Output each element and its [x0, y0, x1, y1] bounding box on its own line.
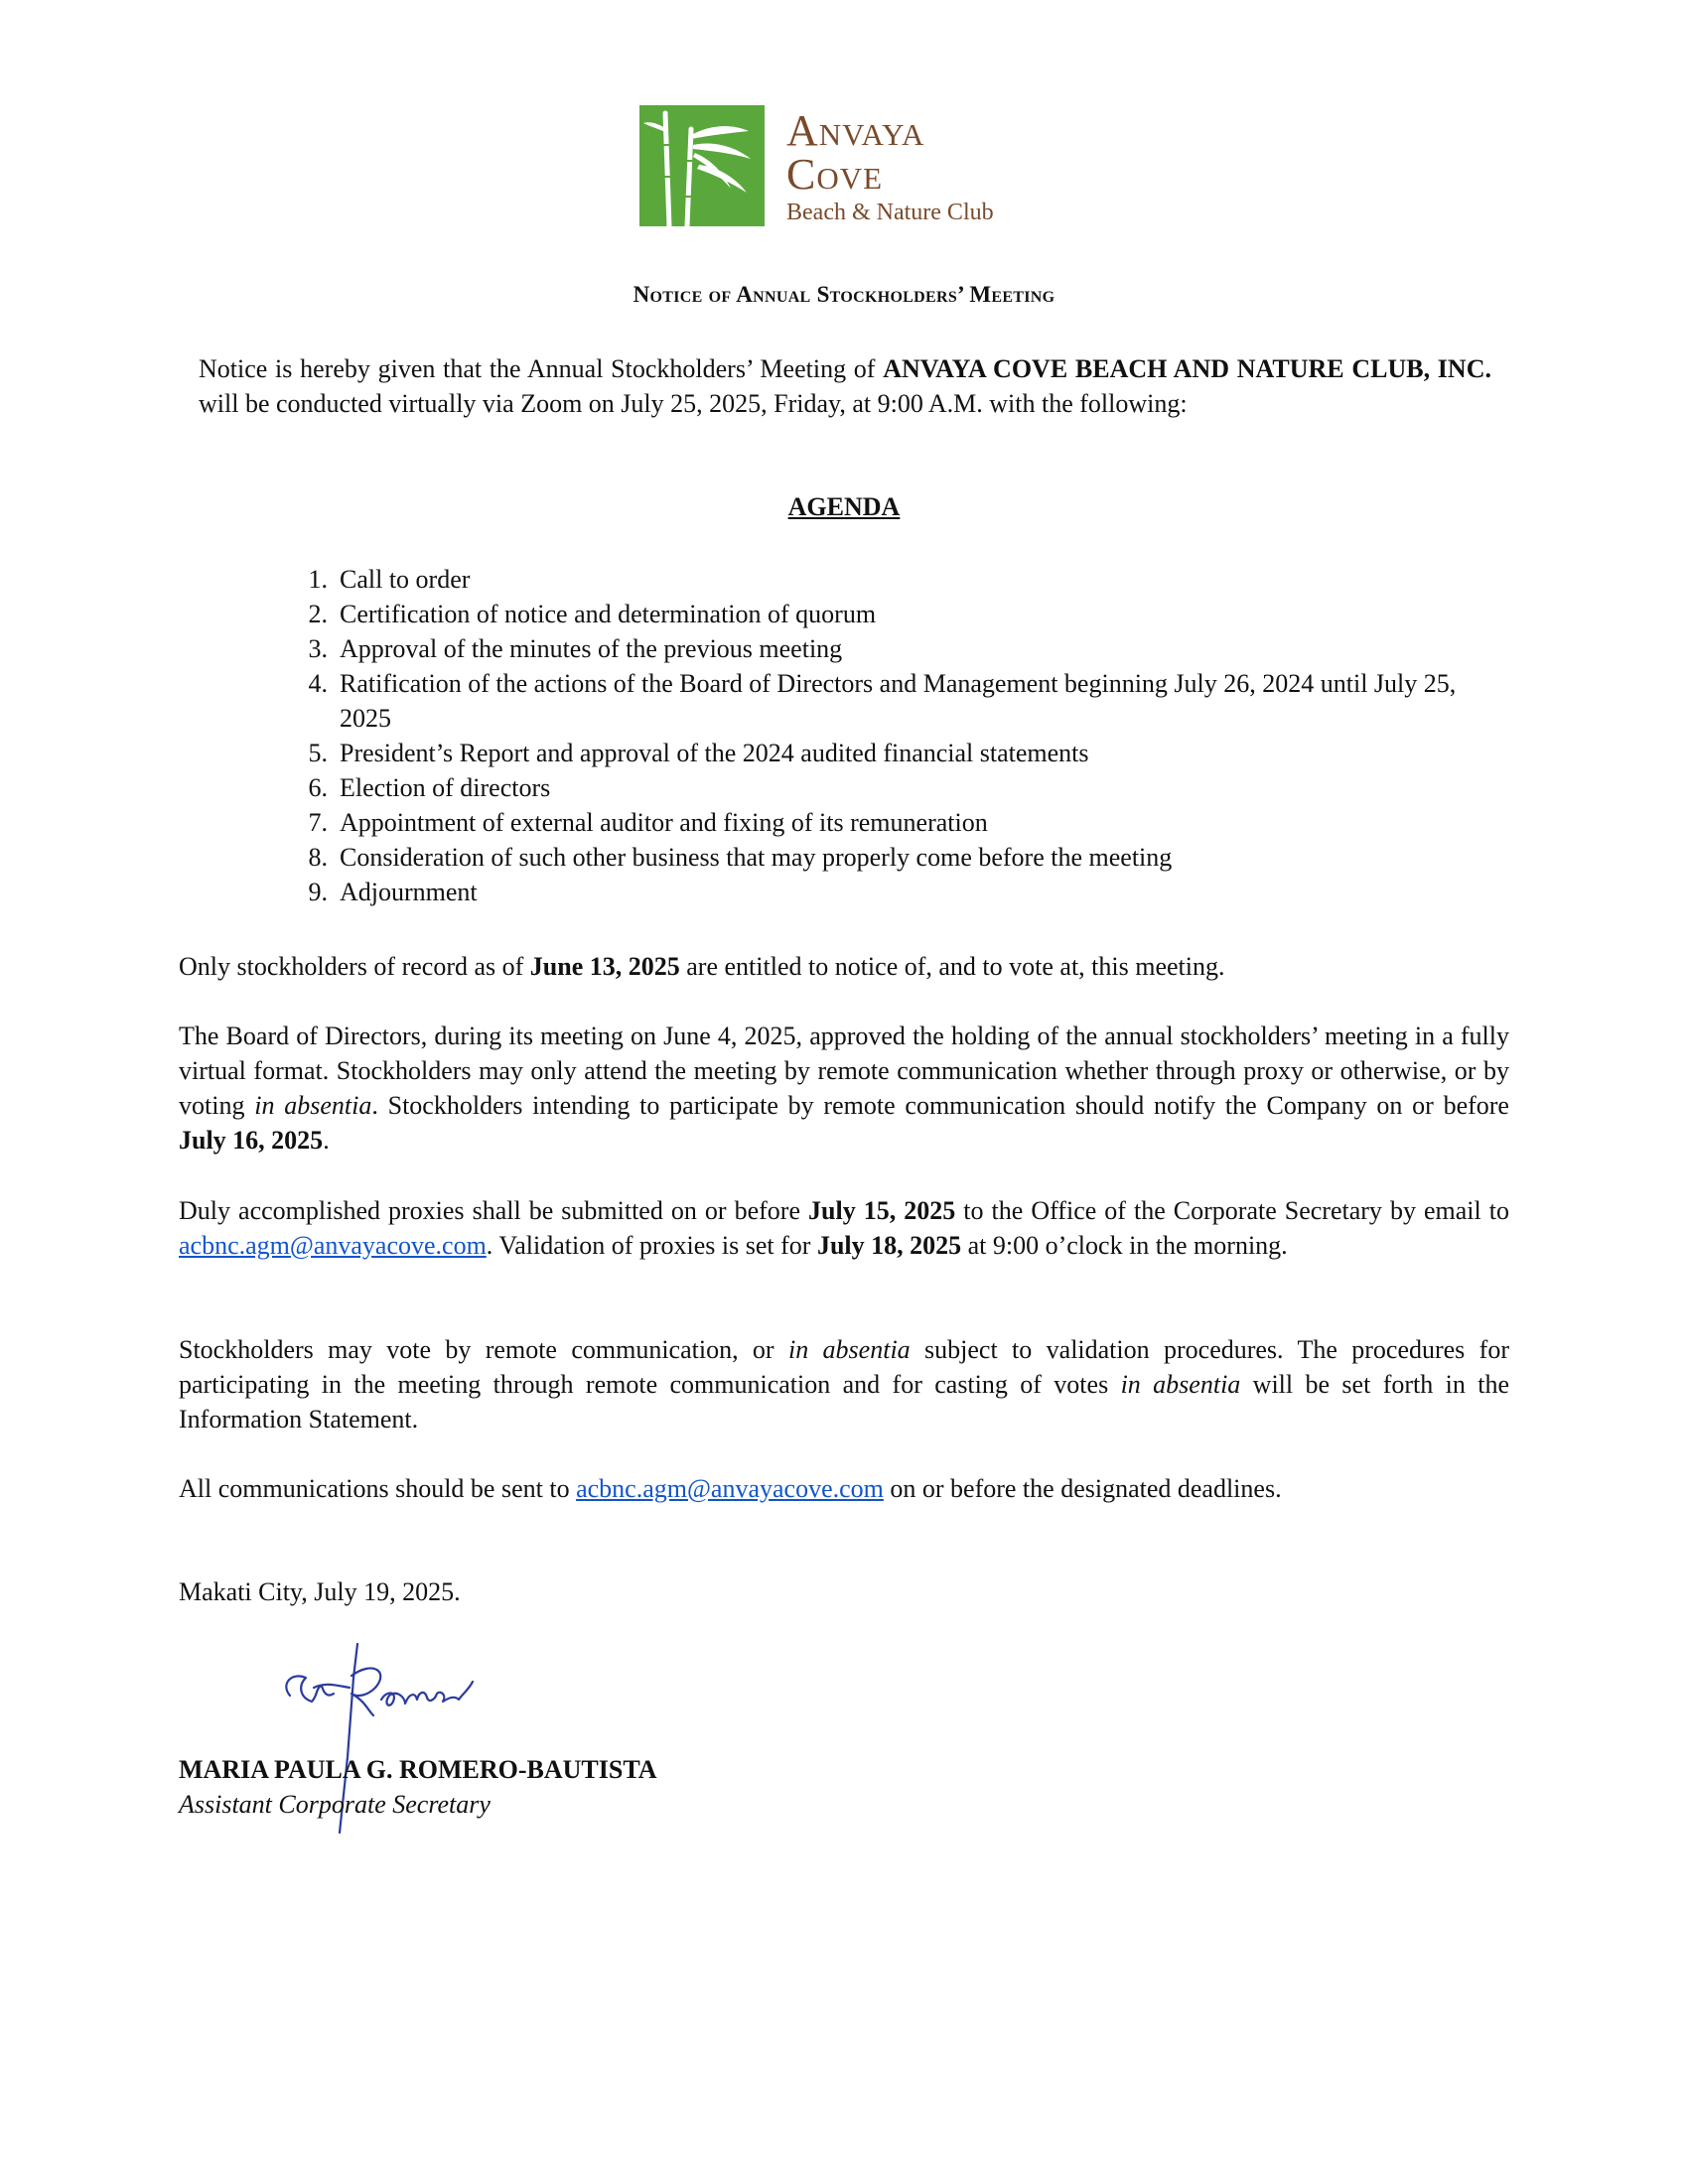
- italic-term: in absentia: [1120, 1370, 1241, 1399]
- logo-line-2: Cove: [786, 150, 884, 199]
- club-logo: [639, 103, 1076, 228]
- agenda-item-number: 8.: [308, 843, 328, 872]
- paragraph-text: Stockholders may vote by remote communication, or: [179, 1335, 788, 1364]
- email-link[interactable]: acbnc.agm@anvayacove.com: [179, 1231, 487, 1260]
- paragraph-text: at 9:00 o’clock in the morning.: [961, 1231, 1288, 1260]
- agenda-item: [288, 840, 1460, 875]
- document-title: Notice of Annual Stockholders’ Meeting: [633, 282, 1055, 307]
- signer-title: Assistant Corporate Secretary: [179, 1790, 491, 1819]
- paragraph-text: . Validation of proxies is set for: [486, 1231, 817, 1260]
- paragraph-text: . Stockholders intending to participate by remote communication should notify the Company on or before: [371, 1091, 1509, 1120]
- validation-date: July 18, 2025: [816, 1231, 962, 1260]
- agenda-item-number: 5.: [308, 739, 328, 767]
- agenda-item: [288, 666, 1460, 736]
- intro-paragraph: [199, 351, 1491, 421]
- remote-voting-paragraph: [179, 1332, 1509, 1436]
- agenda-item-text: Consideration of such other business that may properly come before the meeting: [340, 843, 1173, 872]
- company-name: ANVAYA COVE BEACH AND NATURE CLUB, INC.: [883, 354, 1491, 383]
- italic-term: in absentia: [787, 1335, 911, 1364]
- agenda-item: [288, 875, 1460, 909]
- agenda-item-number: 2.: [308, 600, 328, 628]
- agenda-item: [288, 736, 1460, 770]
- agenda-item-text: Approval of the minutes of the previous meeting: [340, 634, 843, 663]
- agenda-item-number: 4.: [308, 669, 328, 698]
- agenda-list: [288, 562, 1460, 909]
- agenda-item-text: Adjournment: [340, 878, 478, 906]
- agenda-item-number: 6.: [308, 773, 328, 802]
- virtual-format-paragraph: [179, 1019, 1509, 1158]
- intro-text: Notice is hereby given that the Annual Stockholders’ Meeting of: [199, 354, 884, 383]
- agenda-item-text: Ratification of the actions of the Board of Directors and Management beginning July 26, 2024 until July 25, 2025: [340, 669, 1457, 733]
- agenda-item-number: 3.: [308, 634, 328, 663]
- record-date-paragraph: [179, 949, 1509, 984]
- communications-paragraph: [179, 1471, 1509, 1506]
- agenda-item: [288, 597, 1460, 631]
- agenda-item-text: Election of directors: [340, 773, 551, 802]
- paragraph-text: are entitled to notice of, and to vote at, this meeting.: [679, 952, 1225, 981]
- agenda-item-text: Appointment of external auditor and fixing of its remuneration: [340, 808, 988, 837]
- paragraph-text: Duly accomplished proxies shall be submitted on or before: [179, 1196, 809, 1225]
- place-and-date: Makati City, July 19, 2025.: [179, 1577, 461, 1606]
- notify-deadline: July 16, 2025: [179, 1126, 324, 1155]
- agenda-item: [288, 562, 1460, 597]
- agenda-item-text: President’s Report and approval of the 2024 audited financial statements: [340, 739, 1089, 767]
- paragraph-text: will be set forth in the Information Statement.: [179, 1370, 1509, 1433]
- paragraph-text: .: [323, 1126, 330, 1155]
- agenda-item: [288, 805, 1460, 840]
- logo-line-3: Beach & Nature Club: [786, 200, 994, 225]
- agenda-item-number: 9.: [308, 878, 328, 906]
- agenda-item-number: 1.: [308, 565, 328, 594]
- agenda-heading: AGENDA: [787, 492, 901, 521]
- agenda-item-text: Certification of notice and determination of quorum: [340, 600, 877, 628]
- record-date: June 13, 2025: [529, 952, 680, 981]
- proxies-paragraph: [179, 1193, 1509, 1263]
- italic-term: in absentia: [254, 1091, 372, 1120]
- bamboo-logo-icon: [639, 105, 765, 226]
- email-link[interactable]: acbnc.agm@anvayacove.com: [576, 1474, 884, 1503]
- paragraph-text: subject to validation procedures. The procedures for participating in the meeting through remote communication and for casting of votes: [179, 1335, 1509, 1399]
- agenda-item: [288, 770, 1460, 805]
- logo-wordmark: [776, 103, 1074, 228]
- logo-line-1: Anvaya: [786, 106, 925, 155]
- agenda-item-number: 7.: [308, 808, 328, 837]
- intro-text: will be conducted virtually via Zoom on July 25, 2025, Friday, at 9:00 A.M. with the following:: [199, 389, 1188, 418]
- paragraph-text: on or before the designated deadlines.: [883, 1474, 1282, 1503]
- paragraph-text: to the Office of the Corporate Secretary by email to: [955, 1196, 1509, 1225]
- agenda-item-text: Call to order: [340, 565, 471, 594]
- paragraph-text: The Board of Directors, during its meeting on June 4, 2025, approved the holding of the annual stockholders’ meeting in a fully virtual format. Stockholders may only attend the meeting by remote communication whether through proxy or otherwise, or by voting: [179, 1022, 1509, 1120]
- paragraph-text: All communications should be sent to: [179, 1474, 577, 1503]
- paragraph-text: Only stockholders of record as of: [179, 952, 530, 981]
- agenda-item: [288, 631, 1460, 666]
- proxy-deadline: July 15, 2025: [808, 1196, 956, 1225]
- signer-name: MARIA PAULA G. ROMERO-BAUTISTA: [179, 1755, 657, 1784]
